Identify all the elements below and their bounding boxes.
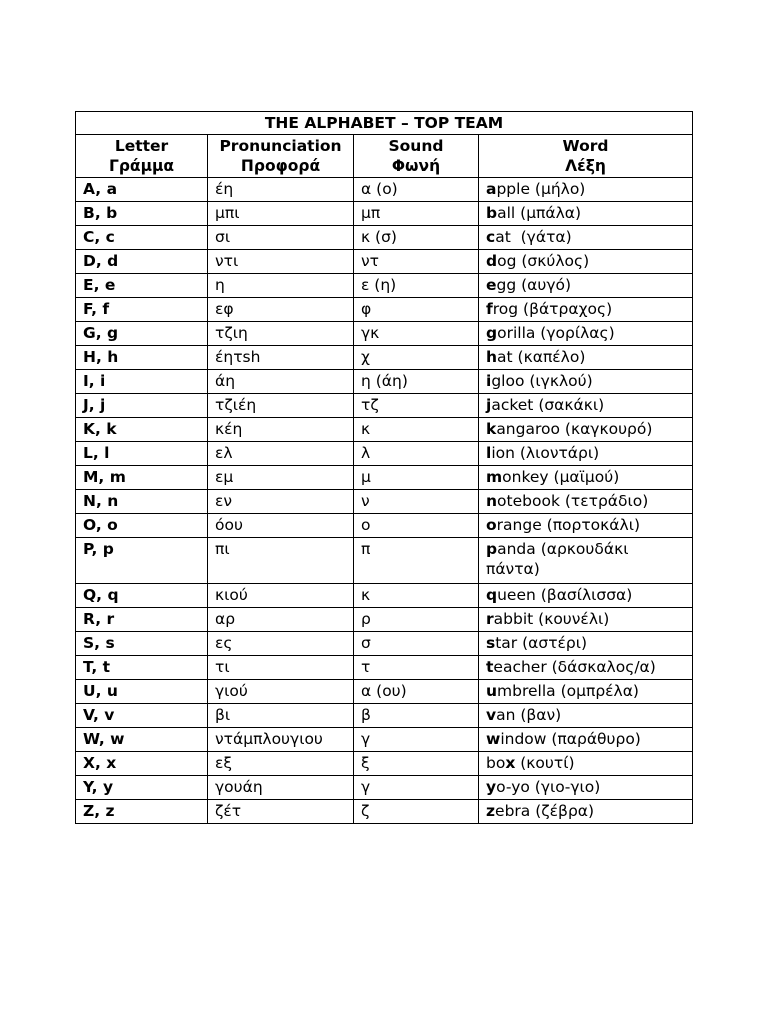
word-highlight-letter: b [486,204,498,222]
table-row [76,608,693,632]
pronunciation-cell: κιού [208,584,354,608]
sound-cell: μπ [354,202,479,226]
pronunciation-cell: κέη [208,418,354,442]
table-row [76,178,693,202]
sound-cell: β [354,704,479,728]
pronunciation-cell: τζιέη [208,394,354,418]
header-word-el: Λέξη [565,157,606,175]
word-rest: ebra (ζέβρα) [495,802,595,820]
pronunciation-cell: τι [208,656,354,680]
table-row [76,728,693,752]
table-row [76,632,693,656]
word-rest: otebook (τετράδιο) [497,492,649,510]
word-highlight-letter: u [486,682,498,700]
word-rest: ion (λιοντάρι) [491,444,600,462]
table-row [76,490,693,514]
word-rest: onkey (μαϊμού) [502,468,620,486]
pronunciation-cell: ες [208,632,354,656]
pronunciation-cell: όου [208,514,354,538]
sound-cell: τζ [354,394,479,418]
word-cell [479,538,693,584]
letter-cell: A, a [76,178,208,202]
letter-cell: H, h [76,346,208,370]
word-highlight-letter: j [486,396,492,414]
word-rest: an (βαν) [496,706,562,724]
word-rest: range (πορτοκάλι) [496,516,640,534]
word-rest: gg (αυγό) [496,276,572,294]
pronunciation-cell: η [208,274,354,298]
word-rest: mbrella (ομπρέλα) [497,682,639,700]
word-cell [479,704,693,728]
letter-cell: Z, z [76,800,208,824]
pronunciation-cell: πι [208,538,354,584]
word-highlight-letter: h [486,348,498,366]
table-row [76,584,693,608]
letter-cell: K, k [76,418,208,442]
word-cell [479,394,693,418]
word-highlight-letter: m [486,468,503,486]
header-sound-en: Sound [388,137,444,155]
pronunciation-cell: έη [208,178,354,202]
pronunciation-cell: άη [208,370,354,394]
word-rest: anda (αρκουδάκι πάντα) [486,540,634,578]
header-word [479,135,693,178]
word-cell [479,250,693,274]
word-rest: abbit (κουνέλι) [493,610,610,628]
table-row [76,800,693,824]
word-rest: indow (παράθυρο) [500,730,641,748]
table-row [76,752,693,776]
letter-cell: D, d [76,250,208,274]
header-sound-el: Φωνή [391,157,441,175]
word-highlight-letter: e [486,276,497,294]
sound-cell: ο [354,514,479,538]
word-cell [479,370,693,394]
pronunciation-cell: ελ [208,442,354,466]
pronunciation-cell: βι [208,704,354,728]
header-letter-el: Γράμμα [108,157,175,175]
word-cell [479,632,693,656]
word-highlight-letter: s [486,634,496,652]
word-rest: orilla (γορίλας) [497,324,615,342]
pronunciation-cell: γιού [208,680,354,704]
letter-cell: U, u [76,680,208,704]
word-highlight-letter: v [486,706,497,724]
letter-cell: C, c [76,226,208,250]
word-rest: pple (μήλο) [496,180,586,198]
letter-cell: L, l [76,442,208,466]
word-rest: acket (σακάκι) [491,396,605,414]
word-cell [479,418,693,442]
word-highlight-letter: w [486,730,501,748]
sound-cell: φ [354,298,479,322]
sound-cell: λ [354,442,479,466]
pronunciation-cell: γουάη [208,776,354,800]
letter-cell: T, t [76,656,208,680]
word-rest: o-yo (γιο-γιο) [496,778,601,796]
table-row [76,346,693,370]
table-row [76,656,693,680]
word-highlight-letter: t [486,658,494,676]
table-row [76,250,693,274]
letter-cell: Q, q [76,584,208,608]
word-highlight-letter: n [486,492,498,510]
letter-cell: M, m [76,466,208,490]
letter-cell: Y, y [76,776,208,800]
table-title: THE ALPHABET – TOP TEAM [76,112,693,135]
word-cell [479,322,693,346]
table-row [76,274,693,298]
header-pronunciation-el: Προφορά [240,157,321,175]
word-highlight-letter: r [486,610,494,628]
pronunciation-cell: ζέτ [208,800,354,824]
word-highlight-letter: k [486,420,497,438]
letter-cell: B, b [76,202,208,226]
pronunciation-cell: σι [208,226,354,250]
word-highlight-letter: o [486,516,497,534]
letter-cell: S, s [76,632,208,656]
title-row [76,112,693,135]
sound-cell: χ [354,346,479,370]
word-cell [479,346,693,370]
sound-cell: ρ [354,608,479,632]
sound-cell: σ [354,632,479,656]
word-highlight-letter: a [486,180,497,198]
sound-cell: ε (η) [354,274,479,298]
word-cell [479,442,693,466]
pronunciation-cell: τζιη [208,322,354,346]
word-cell [479,226,693,250]
pronunciation-cell: ντάμπλουγιου [208,728,354,752]
word-cell [479,800,693,824]
word-cell [479,202,693,226]
sound-cell: γ [354,728,479,752]
word-highlight-letter: p [486,540,498,558]
pronunciation-cell: αρ [208,608,354,632]
sound-cell: α (ου) [354,680,479,704]
word-cell [479,514,693,538]
sound-cell: ζ [354,800,479,824]
table-row [76,298,693,322]
pronunciation-cell: έητsh [208,346,354,370]
pronunciation-cell: μπι [208,202,354,226]
table-row [76,538,693,584]
word-cell [479,274,693,298]
table-body [76,178,693,824]
sound-cell: μ [354,466,479,490]
sound-cell: ξ [354,752,479,776]
header-word-en: Word [562,137,609,155]
sound-cell: α (ο) [354,178,479,202]
word-highlight-letter: q [486,586,498,604]
header-letter-en: Letter [114,137,169,155]
word-cell [479,298,693,322]
word-rest: at (καπέλο) [497,348,586,366]
word-cell [479,584,693,608]
pronunciation-cell: ντι [208,250,354,274]
table-row [76,370,693,394]
table-row [76,202,693,226]
table-row [76,418,693,442]
word-rest: at (γάτα) [495,228,572,246]
word-highlight-letter: l [486,444,492,462]
word-highlight-letter: y [486,778,497,796]
word-prefix: bo [486,754,506,772]
word-cell [479,656,693,680]
word-cell [479,728,693,752]
sound-cell: η (άη) [354,370,479,394]
letter-cell: W, w [76,728,208,752]
sound-cell: κ [354,584,479,608]
word-rest: (κουτί) [515,754,575,772]
sound-cell: ν [354,490,479,514]
sound-cell: τ [354,656,479,680]
sound-cell: κ [354,418,479,442]
table-row [76,466,693,490]
word-highlight-letter: c [486,228,496,246]
table-row [76,394,693,418]
letter-cell: F, f [76,298,208,322]
word-rest: tar (αστέρι) [495,634,588,652]
word-highlight-letter: x [505,754,516,772]
letter-cell: N, n [76,490,208,514]
sound-cell: γκ [354,322,479,346]
pronunciation-cell: εμ [208,466,354,490]
word-rest: ueen (βασίλισσα) [497,586,633,604]
pronunciation-cell: εφ [208,298,354,322]
letter-cell: V, v [76,704,208,728]
word-rest: og (σκύλος) [497,252,590,270]
word-highlight-letter: g [486,324,498,342]
letter-cell: O, o [76,514,208,538]
word-highlight-letter: d [486,252,498,270]
word-rest: eacher (δάσκαλος/α) [493,658,656,676]
table-row [76,776,693,800]
header-row [76,135,693,178]
word-highlight-letter: z [486,802,496,820]
sound-cell: π [354,538,479,584]
table-row [76,226,693,250]
letter-cell: P, p [76,538,208,584]
word-cell [479,490,693,514]
word-cell [479,776,693,800]
word-cell [479,178,693,202]
word-rest: angaroo (καγκουρό) [496,420,653,438]
alphabet-table [75,111,693,824]
word-cell [479,466,693,490]
letter-cell: J, j [76,394,208,418]
table-row [76,442,693,466]
sound-cell: γ [354,776,479,800]
sound-cell: ντ [354,250,479,274]
header-pronunciation-en: Pronunciation [219,137,342,155]
letter-cell: E, e [76,274,208,298]
pronunciation-cell: εξ [208,752,354,776]
letter-cell: X, x [76,752,208,776]
sound-cell: κ (σ) [354,226,479,250]
table-row [76,680,693,704]
word-highlight-letter: i [486,372,492,390]
letter-cell: I, i [76,370,208,394]
letter-cell: R, r [76,608,208,632]
header-letter [76,135,208,178]
word-cell [479,680,693,704]
header-sound [354,135,479,178]
word-cell [479,608,693,632]
letter-cell: G, g [76,322,208,346]
word-rest: all (μπάλα) [497,204,582,222]
header-pronunciation [208,135,354,178]
table-row [76,514,693,538]
word-rest: rog (βάτραχος) [492,300,613,318]
table-row [76,704,693,728]
pronunciation-cell: εν [208,490,354,514]
word-highlight-letter: f [486,300,493,318]
word-rest: gloo (ιγκλού) [491,372,593,390]
word-cell [479,752,693,776]
table-row [76,322,693,346]
